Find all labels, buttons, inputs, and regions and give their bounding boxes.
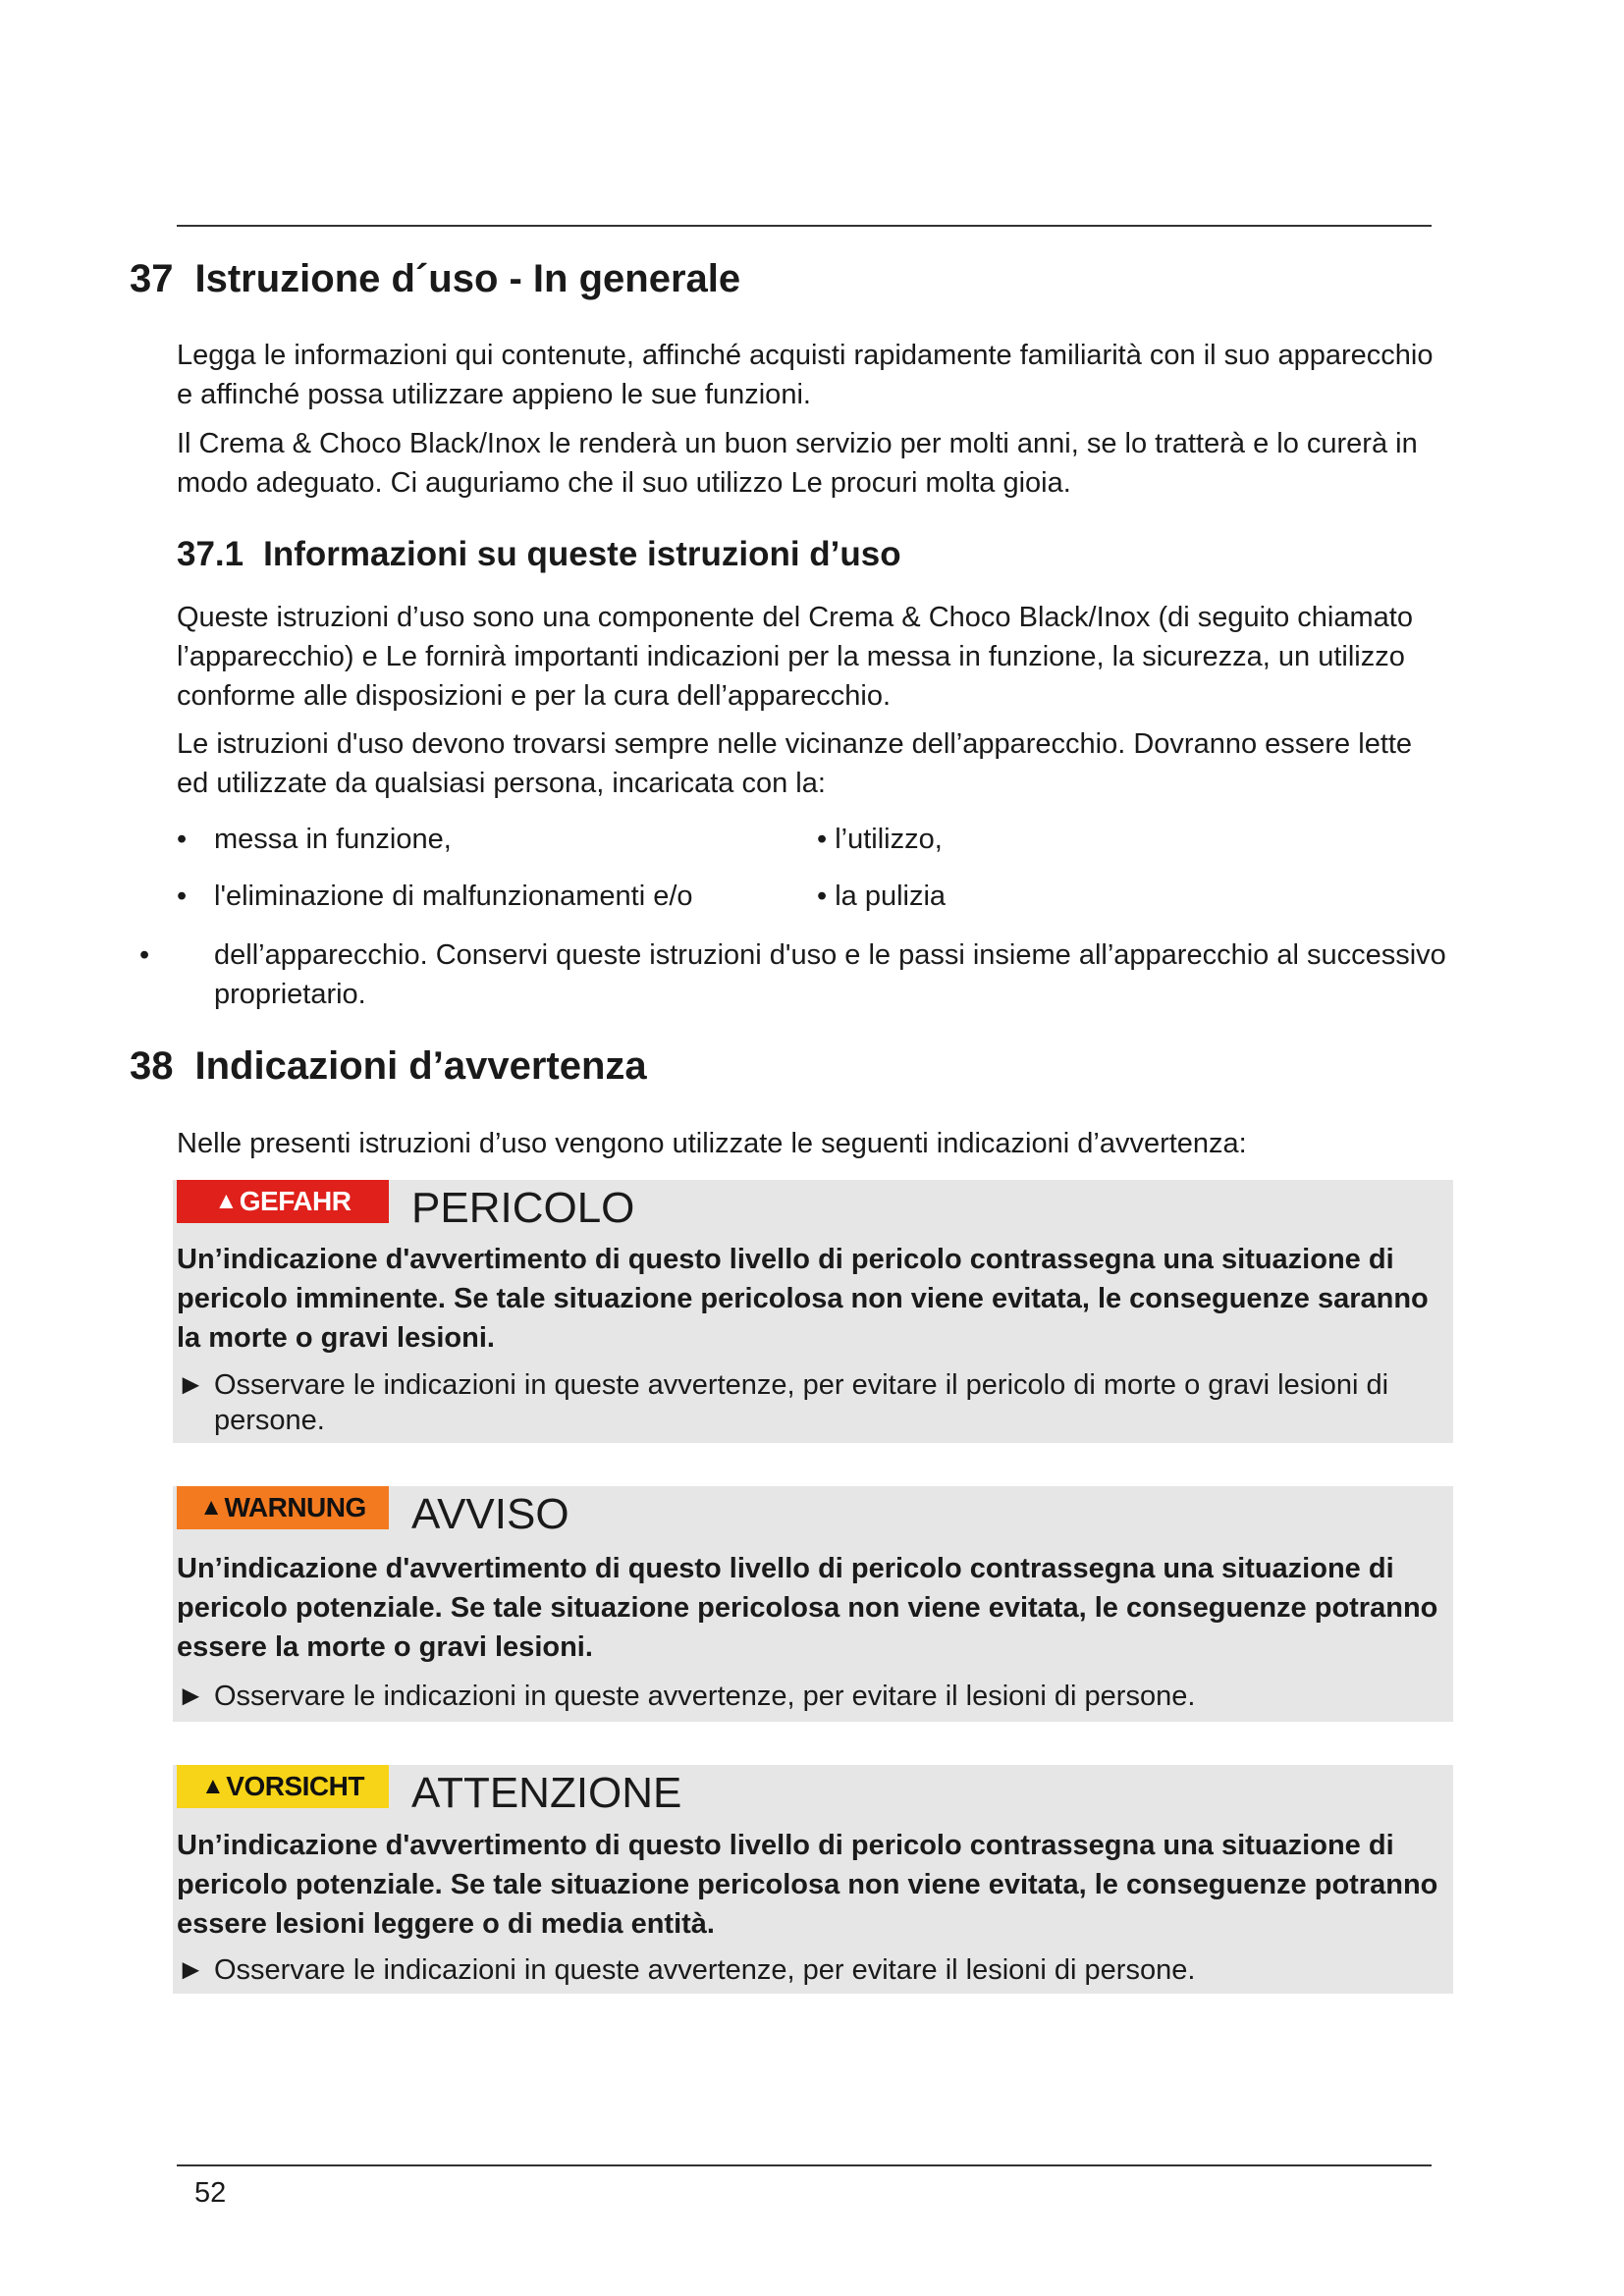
action-arrow-icon: ► [177,1369,205,1401]
list-item-text: messa in funzione, [214,824,452,855]
warning-triangle-icon: ▲ [201,1773,225,1799]
section-38-title: Indicazioni d’avvertenza [194,1044,647,1088]
section-37-heading [130,257,740,301]
warning-body: Un’indicazione d'avvertimento di questo livello di pericolo contrassegna una situazione di pericolo potenziale. Se tale situazione pericolosa non viene evitata, le conseguenze potranno essere lesioni leggere o di media entità. [177,1830,1438,1940]
section-38-heading [130,1044,647,1089]
section-37-1-heading [177,535,901,574]
bullet-icon: • [139,939,150,971]
caution-warning-box [173,1765,1453,1994]
list-item [817,820,943,859]
warning-action [177,1679,1481,1714]
list-item [177,877,693,916]
warnung-signal-label [177,1486,389,1529]
warning-triangle-icon: ▲ [199,1494,223,1521]
warning-action-text: Osservare le indicazioni in queste avvertenze, per evitare il lesioni di persone. [214,1954,1196,1986]
list-item-text: dell’apparecchio. Conservi queste istruzioni d'uso e le passi insieme all’apparecchio al successivo proprietario. [214,939,1446,1010]
danger-warning-box [173,1180,1453,1443]
section-37-paragraph-1: Legga le informazioni qui contenute, affinché acquisti rapidamente familiarità con il suo apparecchio e affinché possa utilizzare appieno le sue funzioni. [177,340,1434,410]
list-item-text: • l’utilizzo, [817,824,943,855]
warning-body: Un’indicazione d'avvertimento di questo livello di pericolo contrassegna una situazione di pericolo imminente. Se tale situazione pericolosa non viene evitata, le conseguenze saranno la morte o gravi lesioni. [177,1244,1429,1354]
warning-title: AVVISO [411,1490,569,1538]
list-item [139,935,1481,1014]
section-37-1-paragraph-1: Queste istruzioni d’uso sono una componente del Crema & Choco Black/Inox (di seguito chiamato l’apparecchio) e Le fornirà importanti indicazioni per la messa in funzione, la sicurezza, un utilizzo conforme alle disposizioni e per la cura dell’apparecchio. [177,602,1413,712]
list-item-text: • la pulizia [817,881,947,912]
section-37-title: Istruzione d´uso - In generale [194,257,741,300]
page-number: 52 [194,2177,227,2209]
list-item-text: l'eliminazione di malfunzionamenti e/o [214,881,693,912]
gefahr-signal-label [177,1180,389,1223]
warning-action [177,1952,1481,1988]
header-rule [177,225,1432,227]
vorsicht-signal-label [177,1765,389,1808]
bullet-icon: • [177,824,188,855]
list-item [177,820,452,859]
warning-action [177,1367,1481,1438]
section-37-1-number: 37.1 [177,535,244,573]
section-37-1-title: Informazioni su queste istruzioni d’uso [263,535,901,573]
signal-word: GEFAHR [239,1186,352,1216]
section-37-paragraph-2: Il Crema & Choco Black/Inox le renderà un buon servizio per molti anni, se lo tratterà e lo curerà in modo adeguato. Ci auguriamo che il suo utilizzo Le procuri molta gioia. [177,428,1418,499]
signal-word: VORSICHT [226,1771,364,1801]
section-38-number: 38 [130,1044,174,1088]
warning-title: PERICOLO [411,1184,635,1232]
warning-action-text: Osservare le indicazioni in queste avvertenze, per evitare il pericolo di morte o gravi lesioni di persone. [214,1369,1389,1436]
signal-word: WARNUNG [224,1492,366,1522]
section-37-number: 37 [130,257,174,300]
list-item [817,877,946,916]
warning-warning-box [173,1486,1453,1722]
action-arrow-icon: ► [177,1681,205,1712]
warning-triangle-icon: ▲ [214,1188,238,1214]
bullet-icon: • [177,881,188,912]
warning-body: Un’indicazione d'avvertimento di questo livello di pericolo contrassegna una situazione di pericolo potenziale. Se tale situazione pericolosa non viene evitata, le conseguenze potranno essere la morte o gravi lesioni. [177,1553,1438,1663]
section-37-1-paragraph-2: Le istruzioni d'uso devono trovarsi sempre nelle vicinanze dell’apparecchio. Dovranno essere lette ed utilizzate da qualsiasi persona, incaricata con la: [177,728,1413,799]
action-arrow-icon: ► [177,1954,205,1986]
warning-title: ATTENZIONE [411,1769,682,1817]
footer-rule [177,2164,1432,2166]
section-38-intro: Nelle presenti istruzioni d’uso vengono utilizzate le seguenti indicazioni d’avvertenza: [177,1128,1247,1159]
warning-action-text: Osservare le indicazioni in queste avvertenze, per evitare il lesioni di persone. [214,1681,1196,1712]
